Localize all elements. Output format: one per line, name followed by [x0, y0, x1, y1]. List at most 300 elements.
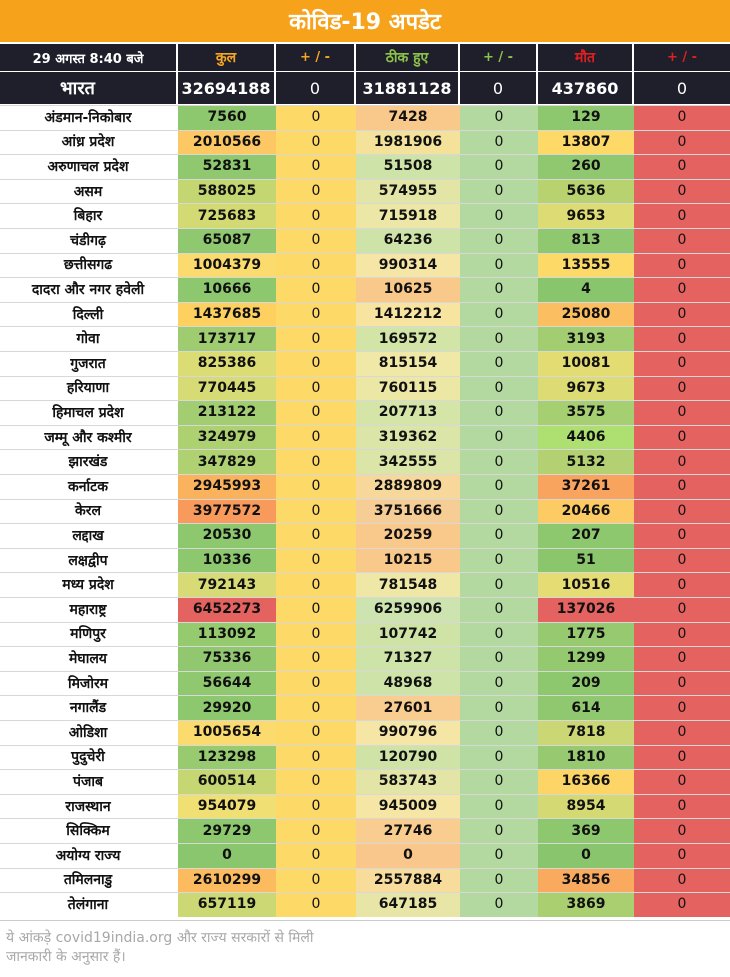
recovered-cases: 169572 [356, 326, 460, 351]
table-row [0, 868, 730, 893]
india-deaths-change: 0 [676, 78, 688, 98]
table-row [0, 351, 730, 376]
state-name: पंजाब [0, 769, 178, 794]
recovered-cases: 342555 [356, 449, 460, 474]
death-change: 0 [634, 572, 730, 597]
row-divider [0, 523, 730, 524]
death-cases: 34856 [538, 868, 634, 893]
state-name: तेलंगाना [0, 892, 178, 917]
total-change: 0 [276, 203, 356, 228]
total-change: 0 [276, 253, 356, 278]
total-change: 0 [276, 695, 356, 720]
recovered-change: 0 [460, 597, 538, 622]
table-row [0, 179, 730, 204]
total-cases: 1437685 [178, 302, 276, 327]
death-cases: 10081 [538, 351, 634, 376]
death-change: 0 [634, 203, 730, 228]
death-change: 0 [634, 818, 730, 843]
death-cases: 16366 [538, 769, 634, 794]
table-row [0, 720, 730, 745]
row-divider [0, 277, 730, 278]
death-cases: 4406 [538, 425, 634, 450]
death-change: 0 [634, 351, 730, 376]
table-row [0, 892, 730, 917]
total-change: 0 [276, 794, 356, 819]
row-divider [0, 597, 730, 598]
table-row [0, 597, 730, 622]
recovered-change: 0 [460, 622, 538, 647]
recovered-cases: 1412212 [356, 302, 460, 327]
total-cases: 825386 [178, 351, 276, 376]
total-cases: 324979 [178, 425, 276, 450]
recovered-cases: 27601 [356, 695, 460, 720]
state-name: दिल्ली [0, 302, 178, 327]
row-divider [0, 302, 730, 303]
table-row [0, 130, 730, 155]
death-cases: 614 [538, 695, 634, 720]
death-cases: 37261 [538, 474, 634, 499]
total-cases: 6452273 [178, 597, 276, 622]
state-name: तमिलनाडु [0, 868, 178, 893]
death-change: 0 [634, 449, 730, 474]
state-name: आंध्र प्रदेश [0, 130, 178, 155]
recovered-cases: 7428 [356, 105, 460, 130]
total-cases: 1004379 [178, 253, 276, 278]
state-name: जम्मू और कश्मीर [0, 425, 178, 450]
state-name: अरुणाचल प्रदेश [0, 154, 178, 179]
death-change: 0 [634, 326, 730, 351]
death-cases: 813 [538, 228, 634, 253]
recovered-cases: 2889809 [356, 474, 460, 499]
death-change: 0 [634, 400, 730, 425]
row-divider [0, 179, 730, 180]
table-row [0, 203, 730, 228]
row-divider [0, 499, 730, 500]
total-change: 0 [276, 818, 356, 843]
total-cases: 588025 [178, 179, 276, 204]
total-change: 0 [276, 868, 356, 893]
recovered-cases: 3751666 [356, 499, 460, 524]
recovered-change: 0 [460, 203, 538, 228]
recovered-change: 0 [460, 818, 538, 843]
total-change: 0 [276, 597, 356, 622]
table-row [0, 105, 730, 130]
recovered-change: 0 [460, 695, 538, 720]
recovered-cases: 647185 [356, 892, 460, 917]
recovered-change: 0 [460, 892, 538, 917]
recovered-cases: 6259906 [356, 597, 460, 622]
row-divider [0, 868, 730, 869]
row-divider [0, 326, 730, 327]
recovered-change: 0 [460, 548, 538, 573]
row-divider [0, 376, 730, 377]
death-cases: 9653 [538, 203, 634, 228]
death-cases: 1299 [538, 646, 634, 671]
recovered-change: 0 [460, 277, 538, 302]
table-row [0, 425, 730, 450]
total-cases: 2610299 [178, 868, 276, 893]
total-change: 0 [276, 474, 356, 499]
total-change: 0 [276, 130, 356, 155]
row-divider [0, 818, 730, 819]
total-change: 0 [276, 572, 356, 597]
table-row [0, 277, 730, 302]
recovered-change: 0 [460, 449, 538, 474]
total-cases: 2010566 [178, 130, 276, 155]
total-cases: 954079 [178, 794, 276, 819]
deaths-header: मौत [538, 44, 634, 71]
death-cases: 51 [538, 548, 634, 573]
recovered-change: 0 [460, 720, 538, 745]
recovered-change: 0 [460, 351, 538, 376]
table-row [0, 302, 730, 327]
total-change: 0 [276, 228, 356, 253]
death-change: 0 [634, 179, 730, 204]
death-cases: 207 [538, 523, 634, 548]
total-change: 0 [276, 499, 356, 524]
recovered-cases: 990796 [356, 720, 460, 745]
death-change: 0 [634, 671, 730, 696]
state-name: राजस्थान [0, 794, 178, 819]
death-cases: 5132 [538, 449, 634, 474]
total-cases: 173717 [178, 326, 276, 351]
total-cases: 52831 [178, 154, 276, 179]
state-name: ओडिशा [0, 720, 178, 745]
total-cases: 792143 [178, 572, 276, 597]
state-name: मध्य प्रदेश [0, 572, 178, 597]
state-name: मेघालय [0, 646, 178, 671]
recovered-cases: 10215 [356, 548, 460, 573]
page-title: कोविड-19 अपडेट [0, 0, 730, 42]
state-name: अयोग्य राज्य [0, 843, 178, 868]
state-name: असम [0, 179, 178, 204]
total-cases: 600514 [178, 769, 276, 794]
state-name: झारखंड [0, 449, 178, 474]
state-name: कर्नाटक [0, 474, 178, 499]
death-cases: 0 [538, 843, 634, 868]
death-cases: 5636 [538, 179, 634, 204]
death-cases: 8954 [538, 794, 634, 819]
death-change: 0 [634, 228, 730, 253]
table-row [0, 474, 730, 499]
total-change: 0 [276, 105, 356, 130]
table-row [0, 572, 730, 597]
india-deaths: 437860 [538, 72, 634, 104]
state-name: अंडमान-निकोबार [0, 105, 178, 130]
recovered-cases: 2557884 [356, 868, 460, 893]
row-divider [0, 646, 730, 647]
recovered-cases: 0 [356, 843, 460, 868]
total-cases: 2945993 [178, 474, 276, 499]
total-change: 0 [276, 843, 356, 868]
death-change: 0 [634, 892, 730, 917]
total-change: 0 [276, 179, 356, 204]
table-row [0, 818, 730, 843]
total-cases: 123298 [178, 745, 276, 770]
death-cases: 1775 [538, 622, 634, 647]
state-name: नगालैंड [0, 695, 178, 720]
death-cases: 3575 [538, 400, 634, 425]
total-change: 0 [276, 892, 356, 917]
total-cases: 3977572 [178, 499, 276, 524]
death-change: 0 [634, 868, 730, 893]
total-change: 0 [276, 622, 356, 647]
total-cases: 65087 [178, 228, 276, 253]
recovered-cases: 120790 [356, 745, 460, 770]
deaths-change-header: + / - [666, 50, 698, 65]
death-change: 0 [634, 154, 730, 179]
death-cases: 137026 [538, 597, 634, 622]
death-cases: 10516 [538, 572, 634, 597]
death-change: 0 [634, 253, 730, 278]
death-change: 0 [634, 376, 730, 401]
recovered-change: 0 [460, 868, 538, 893]
recovered-cases: 27746 [356, 818, 460, 843]
recovered-change: 0 [460, 474, 538, 499]
row-divider [0, 843, 730, 844]
recovered-change: 0 [460, 130, 538, 155]
row-divider [0, 400, 730, 401]
table-row [0, 695, 730, 720]
header-row [0, 43, 730, 72]
footer [0, 920, 730, 977]
recovered-cases: 574955 [356, 179, 460, 204]
total-change: 0 [276, 302, 356, 327]
footer-note: ये आंकड़े covid19india.org और राज्य सरकारों से मिली जानकारी के अनुसार हैं। [6, 930, 314, 965]
total-cases: 725683 [178, 203, 276, 228]
row-divider [0, 130, 730, 131]
recovered-cases: 583743 [356, 769, 460, 794]
total-cases: 347829 [178, 449, 276, 474]
recovered-change: 0 [460, 572, 538, 597]
state-name: गोवा [0, 326, 178, 351]
state-name: सिक्किम [0, 818, 178, 843]
total-change: 0 [276, 646, 356, 671]
recovered-cases: 20259 [356, 523, 460, 548]
recovered-cases: 64236 [356, 228, 460, 253]
recovered-change: 0 [460, 154, 538, 179]
india-total: 32694188 [178, 72, 276, 104]
total-change: 0 [276, 376, 356, 401]
death-cases: 3869 [538, 892, 634, 917]
total-cases: 1005654 [178, 720, 276, 745]
recovered-cases: 10625 [356, 277, 460, 302]
recovered-change: 0 [460, 745, 538, 770]
table-row [0, 499, 730, 524]
india-label: भारत [0, 72, 178, 104]
row-divider [0, 203, 730, 204]
recovered-change: 0 [460, 523, 538, 548]
recovered-change: 0 [460, 179, 538, 204]
row-divider [0, 105, 730, 106]
table-row [0, 154, 730, 179]
death-change: 0 [634, 622, 730, 647]
recovered-change: 0 [460, 302, 538, 327]
total-cases: 7560 [178, 105, 276, 130]
row-divider [0, 253, 730, 254]
total-cases: 0 [178, 843, 276, 868]
death-cases: 7818 [538, 720, 634, 745]
death-cases: 9673 [538, 376, 634, 401]
row-divider [0, 449, 730, 450]
table-row [0, 769, 730, 794]
table-row [0, 622, 730, 647]
death-change: 0 [634, 130, 730, 155]
state-name: हरियाणा [0, 376, 178, 401]
india-total-row [0, 72, 730, 104]
recovered-change: 0 [460, 671, 538, 696]
recovered-change-header: + / - [460, 44, 538, 71]
row-divider [0, 154, 730, 155]
recovered-cases: 715918 [356, 203, 460, 228]
state-name: हिमाचल प्रदेश [0, 400, 178, 425]
death-change: 0 [634, 523, 730, 548]
death-change: 0 [634, 277, 730, 302]
state-name: महाराष्ट्र [0, 597, 178, 622]
date-header: 29 अगस्त 8:40 बजे [0, 44, 178, 71]
death-change: 0 [634, 769, 730, 794]
total-change: 0 [276, 154, 356, 179]
total-change: 0 [276, 548, 356, 573]
death-change: 0 [634, 843, 730, 868]
india-recovered-change: 0 [460, 72, 538, 104]
death-cases: 20466 [538, 499, 634, 524]
table-row [0, 326, 730, 351]
death-change: 0 [634, 646, 730, 671]
death-cases: 13807 [538, 130, 634, 155]
india-recovered: 31881128 [356, 72, 460, 104]
death-change: 0 [634, 794, 730, 819]
total-change-header: + / - [276, 44, 356, 71]
death-change: 0 [634, 695, 730, 720]
state-name: छत्तीसगढ [0, 253, 178, 278]
total-change: 0 [276, 671, 356, 696]
death-change: 0 [634, 302, 730, 327]
total-cases: 20530 [178, 523, 276, 548]
total-cases: 10336 [178, 548, 276, 573]
row-divider [0, 769, 730, 770]
death-cases: 4 [538, 277, 634, 302]
death-change: 0 [634, 499, 730, 524]
recovered-change: 0 [460, 425, 538, 450]
table-row [0, 794, 730, 819]
total-change: 0 [276, 326, 356, 351]
row-divider [0, 474, 730, 475]
total-cases: 29729 [178, 818, 276, 843]
row-divider [0, 351, 730, 352]
total-change: 0 [276, 769, 356, 794]
death-cases: 25080 [538, 302, 634, 327]
death-change: 0 [634, 597, 730, 622]
death-change: 0 [634, 548, 730, 573]
row-divider [0, 695, 730, 696]
recovered-cases: 48968 [356, 671, 460, 696]
recovered-change: 0 [460, 326, 538, 351]
total-change: 0 [276, 351, 356, 376]
total-cases: 657119 [178, 892, 276, 917]
state-name: बिहार [0, 203, 178, 228]
state-name: गुजरात [0, 351, 178, 376]
death-cases: 209 [538, 671, 634, 696]
recovered-cases: 71327 [356, 646, 460, 671]
death-cases: 13555 [538, 253, 634, 278]
death-cases: 129 [538, 105, 634, 130]
state-name: मणिपुर [0, 622, 178, 647]
total-change: 0 [276, 523, 356, 548]
recovered-cases: 945009 [356, 794, 460, 819]
total-change: 0 [276, 449, 356, 474]
recovered-cases: 107742 [356, 622, 460, 647]
death-cases: 369 [538, 818, 634, 843]
recovered-change: 0 [460, 376, 538, 401]
row-divider [0, 425, 730, 426]
row-divider [0, 794, 730, 795]
recovered-cases: 207713 [356, 400, 460, 425]
total-header: कुल [178, 44, 276, 71]
recovered-change: 0 [460, 228, 538, 253]
row-divider [0, 228, 730, 229]
total-cases: 75336 [178, 646, 276, 671]
death-cases: 260 [538, 154, 634, 179]
india-total-change: 0 [276, 72, 356, 104]
total-change: 0 [276, 400, 356, 425]
death-cases: 3193 [538, 326, 634, 351]
state-name: दादरा और नगर हवेली [0, 277, 178, 302]
state-name: चंडीगढ़ [0, 228, 178, 253]
row-divider [0, 745, 730, 746]
row-divider [0, 720, 730, 721]
total-change: 0 [276, 277, 356, 302]
total-cases: 56644 [178, 671, 276, 696]
recovered-cases: 990314 [356, 253, 460, 278]
recovered-cases: 760115 [356, 376, 460, 401]
recovered-cases: 51508 [356, 154, 460, 179]
state-name: केरल [0, 499, 178, 524]
table-row [0, 843, 730, 868]
recovered-change: 0 [460, 400, 538, 425]
recovered-cases: 815154 [356, 351, 460, 376]
state-name: पुदुचेरी [0, 745, 178, 770]
recovered-cases: 781548 [356, 572, 460, 597]
total-cases: 213122 [178, 400, 276, 425]
total-change: 0 [276, 720, 356, 745]
death-change: 0 [634, 720, 730, 745]
row-divider [0, 892, 730, 893]
total-cases: 29920 [178, 695, 276, 720]
recovered-change: 0 [460, 769, 538, 794]
death-change: 0 [634, 745, 730, 770]
total-cases: 770445 [178, 376, 276, 401]
table-row [0, 228, 730, 253]
table-row [0, 745, 730, 770]
recovered-change: 0 [460, 794, 538, 819]
recovered-cases: 1981906 [356, 130, 460, 155]
row-divider [0, 671, 730, 672]
total-change: 0 [276, 745, 356, 770]
recovered-change: 0 [460, 499, 538, 524]
table-row [0, 523, 730, 548]
table-row [0, 400, 730, 425]
recovered-cases: 319362 [356, 425, 460, 450]
state-name: लक्षद्वीप [0, 548, 178, 573]
row-divider [0, 622, 730, 623]
table-row [0, 548, 730, 573]
recovered-header: ठीक हुए [356, 44, 460, 71]
table-row [0, 376, 730, 401]
row-divider [0, 572, 730, 573]
recovered-change: 0 [460, 646, 538, 671]
recovered-change: 0 [460, 105, 538, 130]
